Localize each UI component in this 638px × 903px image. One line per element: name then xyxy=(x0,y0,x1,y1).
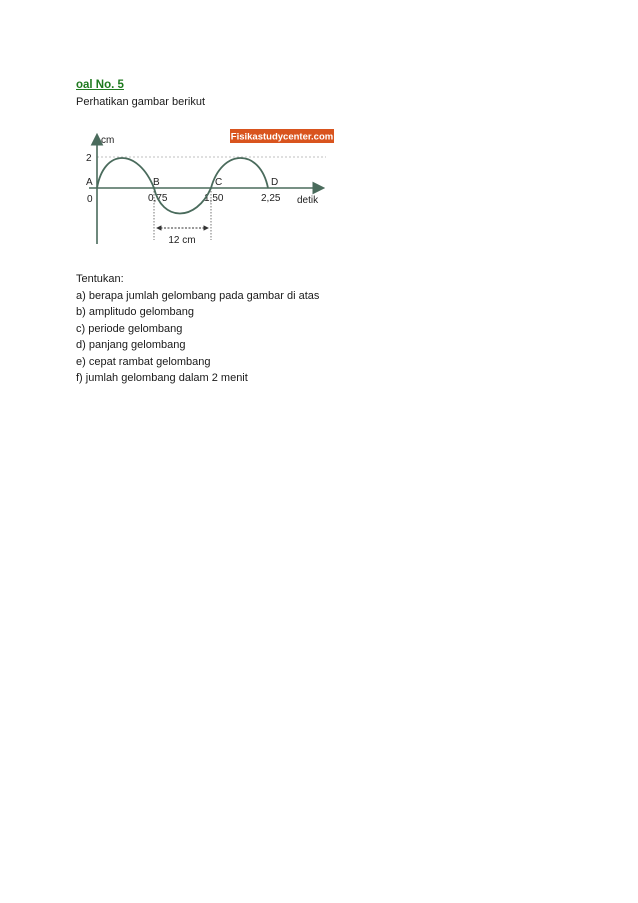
problem-heading: oal No. 5 xyxy=(76,79,124,91)
x-unit-label: detik xyxy=(297,195,319,206)
y-unit-label: cm xyxy=(101,135,115,146)
origin-label: 0 xyxy=(87,194,93,205)
x-tick-1-50: 1,50 xyxy=(204,193,224,204)
point-d: D xyxy=(271,177,279,188)
task-item-c: c) periode gelombang xyxy=(76,322,183,335)
task-item-d: d) panjang gelombang xyxy=(76,339,186,351)
task-item-f: f) jumlah gelombang dalam 2 menit xyxy=(76,372,248,384)
wave-diagram xyxy=(80,126,340,250)
point-a: A xyxy=(86,177,93,188)
task-item-a: a) berapa jumlah gelombang pada gambar di atas xyxy=(76,289,320,302)
task-item-b: b) amplitudo gelombang xyxy=(76,306,195,318)
x-tick-0-75: 0,75 xyxy=(148,193,168,204)
watermark-text: Fisikastudycenter.com xyxy=(230,131,334,143)
intro-text: Perhatikan gambar berikut xyxy=(76,96,206,108)
point-c: C xyxy=(215,177,223,188)
wave-figure xyxy=(80,126,340,250)
x-tick-2-25: 2,25 xyxy=(261,193,281,204)
task-lead: Tentukan: xyxy=(76,273,124,285)
y-tick-2: 2 xyxy=(86,153,92,164)
point-b: B xyxy=(153,177,160,188)
task-list xyxy=(76,271,319,387)
span-label: 12 cm xyxy=(168,235,196,246)
wave-curve xyxy=(97,158,268,214)
task-item-e: e) cepat rambat gelombang xyxy=(76,355,211,368)
